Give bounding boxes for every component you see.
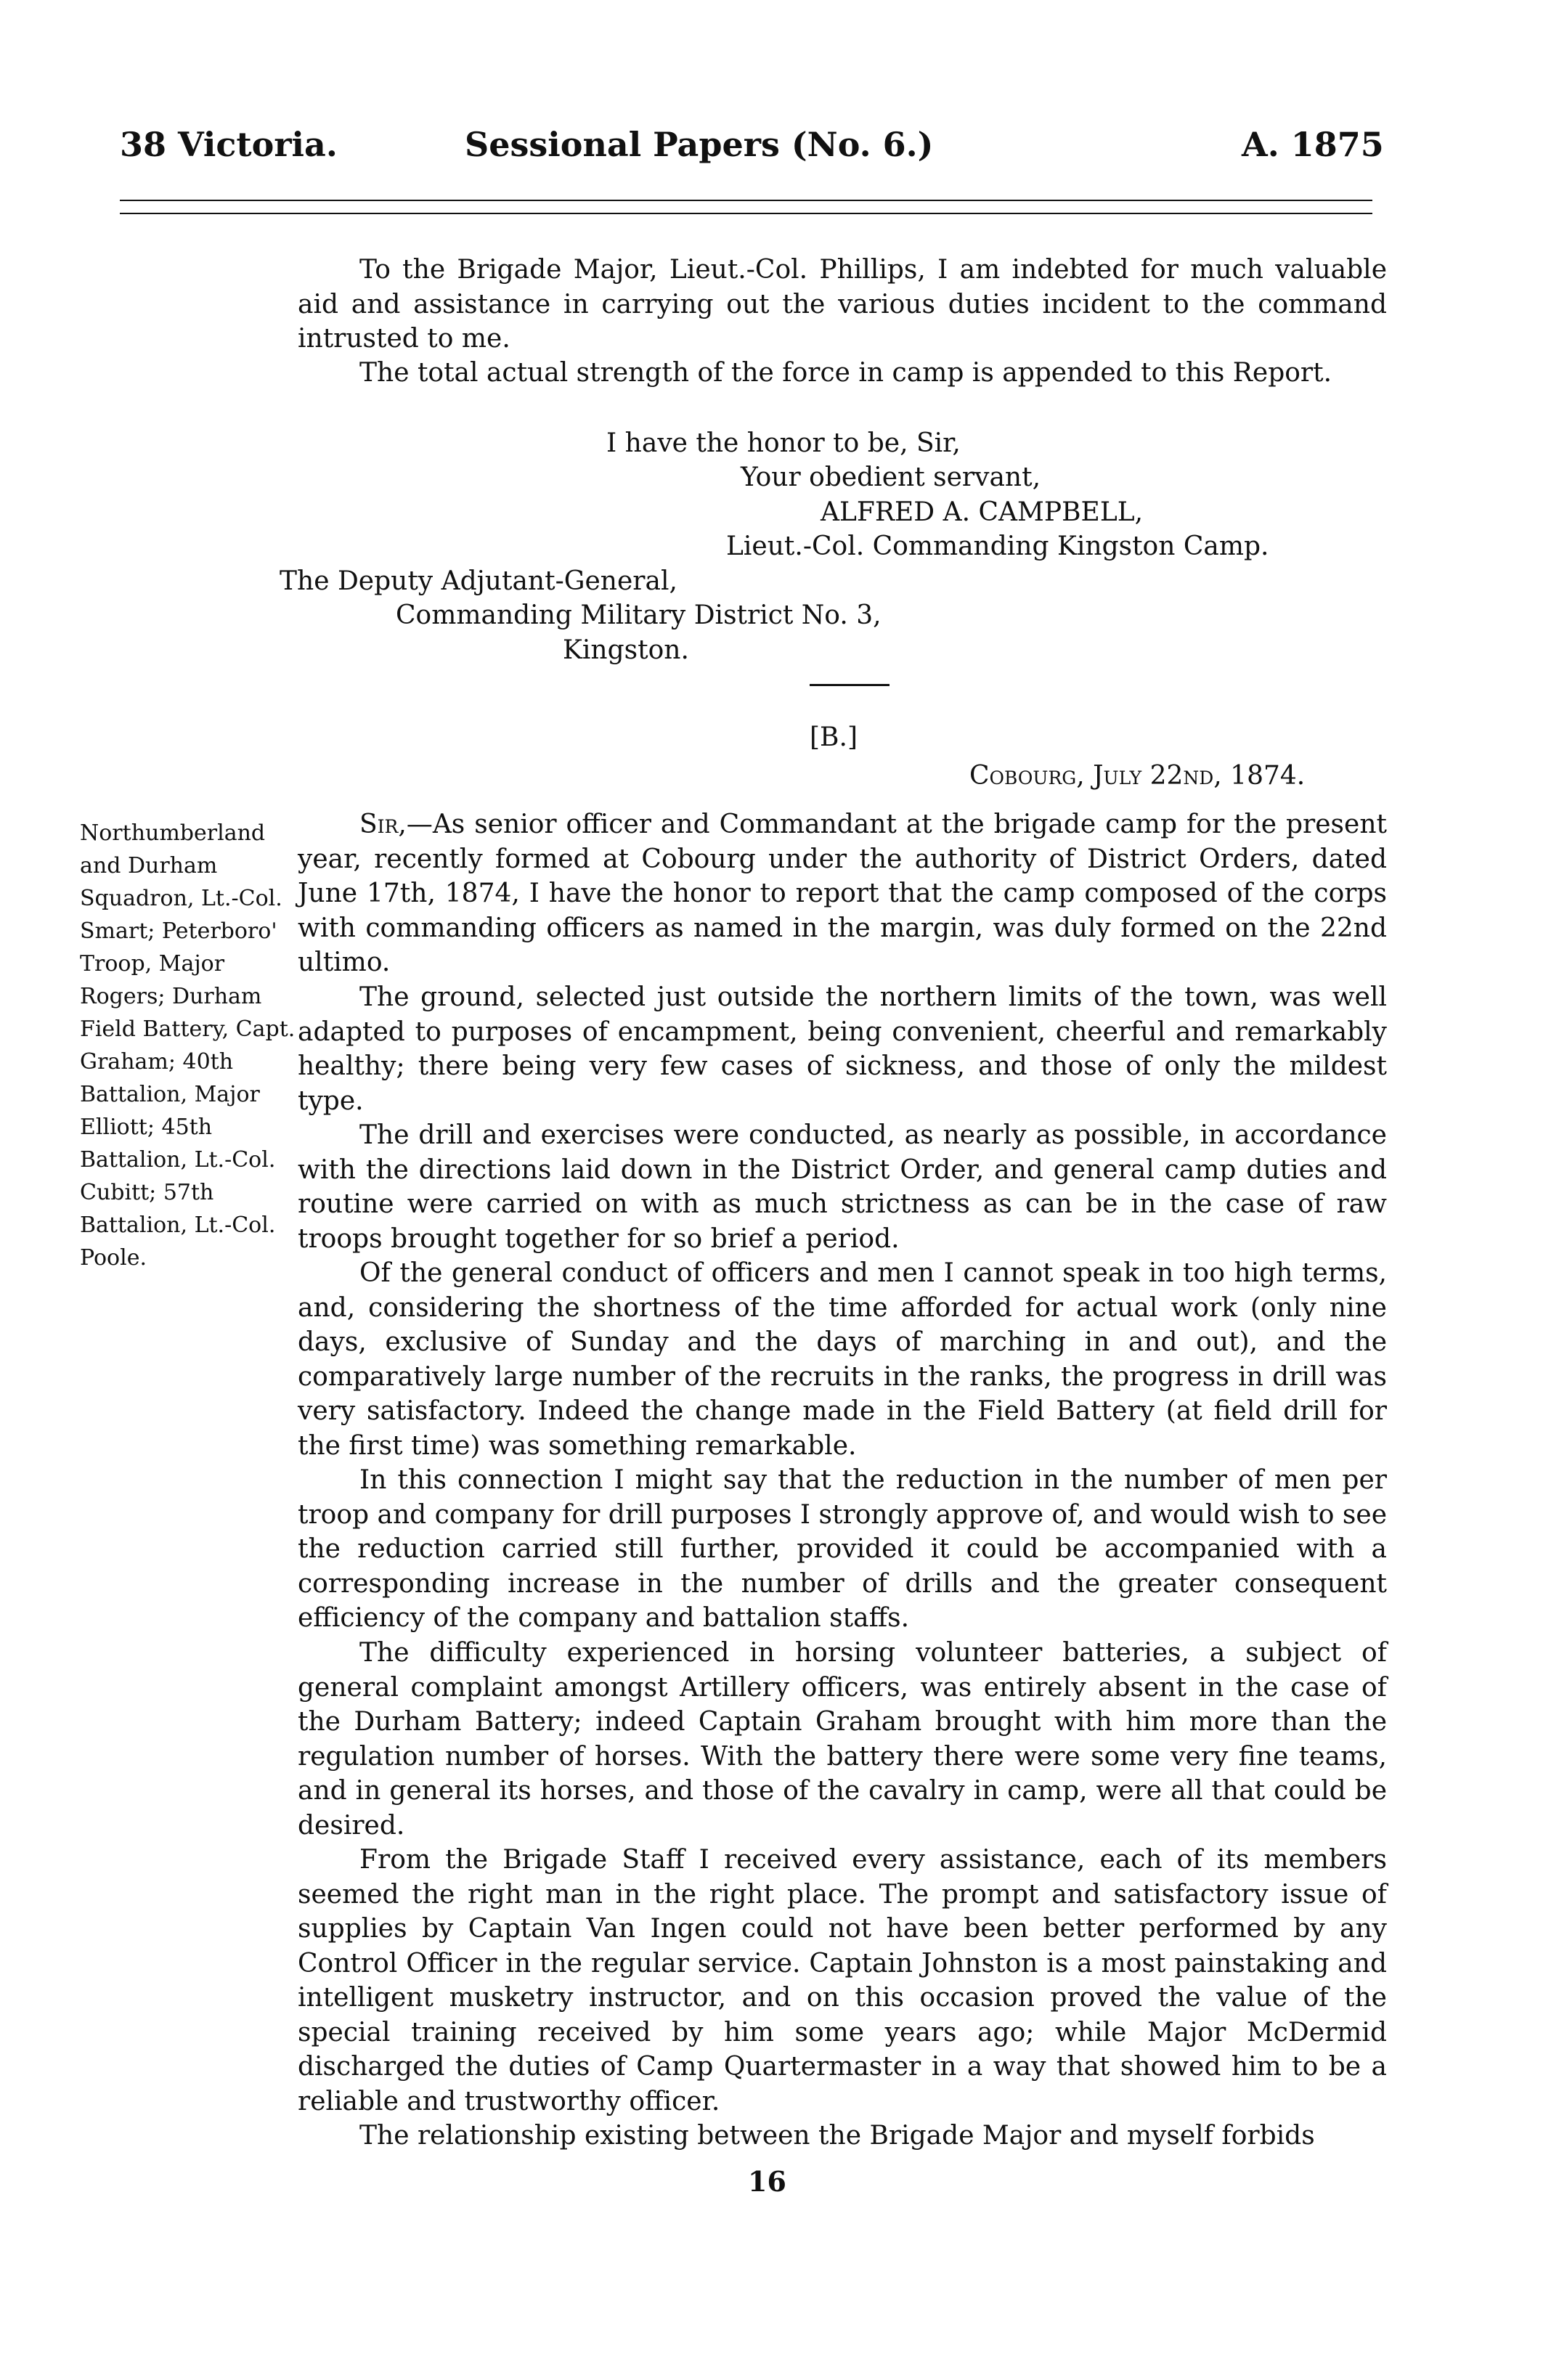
signature-title: Lieut.-Col. Commanding Kingston Camp. [726,531,1269,561]
header-right: A. 1875 [1242,125,1384,164]
signature: ALFRED A. CAMPBELL, [821,497,1144,527]
addressee-line-3: Kingston. [563,635,689,665]
header-rule-bottom [120,213,1372,214]
letter-b-paragraph-1-text: —As senior officer and Commandant at the brigade camp for the present year, recently formed at Cobourg under the authority of District Orders, dated June 17th, 1874, I have the honor to report that the camp composed of the corps with commanding officers as named in the margin, was duly formed on the 22nd ultimo. [298,810,1387,977]
letter-a-paragraph-2: The total actual strength of the force in camp is appended to this Report. [359,358,1332,388]
addressee-line-2: Commanding Military District No. 3, [396,600,882,630]
letter-b-label: [B.] [810,722,858,752]
addressee-line-1: The Deputy Adjutant-General, [280,566,677,596]
letter-b-paragraph-8: The relationship existing between the Brigade Major and myself forbids [359,2121,1315,2151]
letter-b-paragraph-4: Of the general conduct of officers and men I cannot speak in too high terms, and, considering the shortness of the time afforded for actual work (only nine days, exclusive of Sunday and the days of marching in and out), and the comparatively large number of the recruits in the ranks, the progress in drill was very satisfactory. Indeed the change made in the Field Battery (at field drill for the first time) was something remarkable. [298,1258,1387,1461]
closing-line-2: Your obedient servant, [741,462,1041,492]
header-left: 38 Victoria. [120,125,338,164]
margin-note-corps: Northumberland and Durham Squadron, Lt.-Col. Smart; Peterboro' Troop, Major Rogers; Durham Field Battery, Capt. Graham; 40th Battalion, Major Elliott; 45th Battalion, Lt.-Col. Cubitt; 57th Battalion, Lt.-Col. Poole. [80,820,296,1271]
section-divider [810,684,890,686]
letter-a-paragraph-1: To the Brigade Major, Lieut.-Col. Phillips, I am indebted for much valuable aid and assistance in carrying out the various duties incident to the command intrusted to me. [298,255,1387,354]
letter-b-paragraph-6: The difficulty experienced in horsing volunteer batteries, a subject of general complaint amongst Artillery officers, was entirely absent in the case of the Durham Battery; indeed Captain Graham brought with him more than the regulation number of horses. With the battery there were some very fine teams, and in general its horses, and those of the cavalry in camp, were all that could be desired. [298,1638,1387,1841]
page-number: 16 [748,2165,786,2198]
letter-b-paragraph-7: From the Brigade Staff I received every assistance, each of its members seemed the right man in the right place. The prompt and satisfactory issue of supplies by Captain Van Ingen could not have been better performed by any Control Officer in the regular service. Captain Johnston is a most painstaking and intelligent musketry instructor, and on this occasion proved the value of the special training received by him some years ago; while Major McDermid discharged the duties of Camp Quartermaster in a way that showed him to be a reliable and trustworthy officer. [298,1845,1387,2116]
letter-b-paragraph-5: In this connection I might say that the reduction in the number of men per troop and company for drill purposes I strongly approve of, and would wish to see the reduction carried still further, provided it could be accompanied with a corresponding increase in the number of drills and the greater consequent efficiency of the company and battalion staffs. [298,1465,1387,1633]
letter-b-paragraph-3: The drill and exercises were conducted, as nearly as possible, in accordance with the directions laid down in the District Order, and general camp duties and routine were carried on with as much strictness as can be in the case of raw troops brought together for so brief a period. [298,1120,1387,1254]
letter-b-paragraph-1 [298,807,1387,980]
header-rule-top [120,200,1372,201]
letter-b-paragraph-2: The ground, selected just outside the northern limits of the town, was well adapted to purposes of encampment, being convenient, cheerful and remarkably healthy; there being very few cases of sickness, and those of only the mildest type. [298,982,1387,1116]
header-center: Sessional Papers (No. 6.) [465,125,934,164]
salutation: Sir, [359,810,407,839]
closing-line-1: I have the honor to be, Sir, [606,428,961,458]
letter-b-dateline: Cobourg, July 22nd, 1874. [969,761,1306,791]
